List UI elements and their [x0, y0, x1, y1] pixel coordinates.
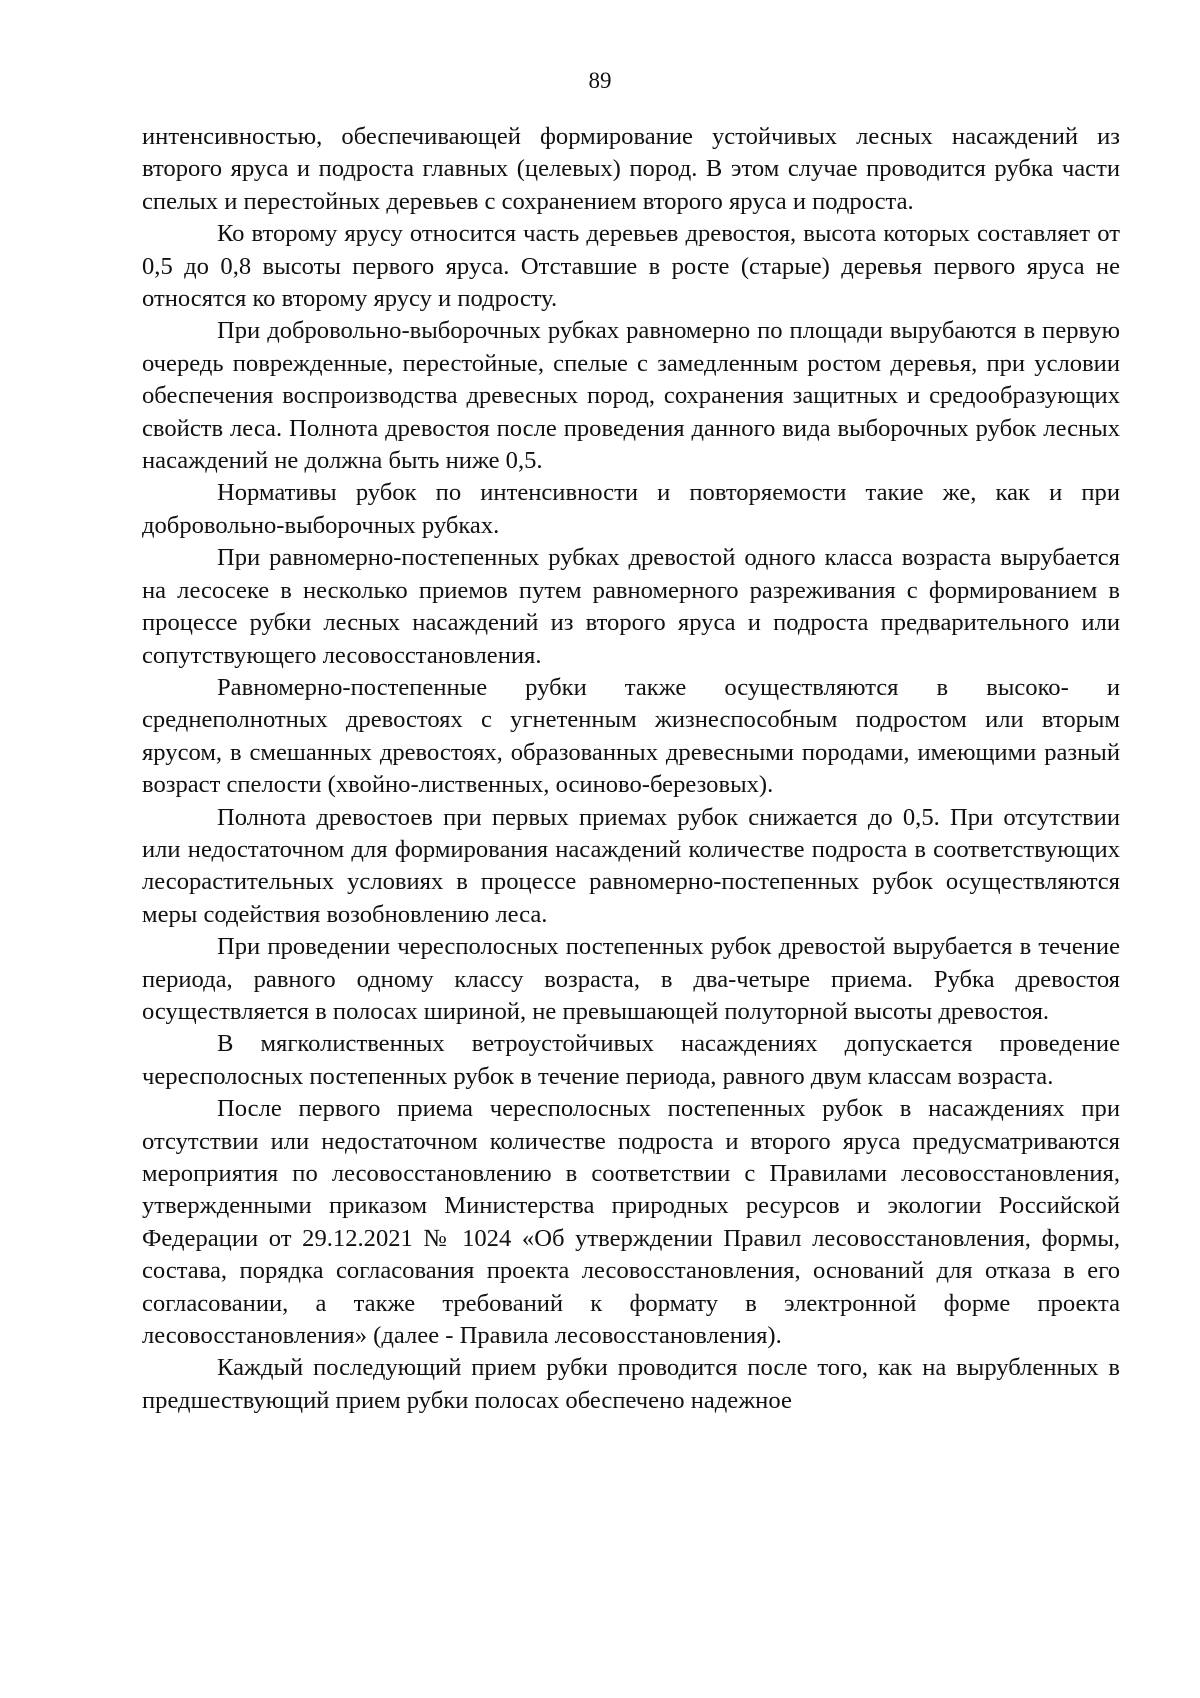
paragraph-softwood: В мягколиственных ветроустойчивых насаждениях допускается проведение чересполосных постепенных рубок в течение периода, равного двум классам возраста.	[142, 1030, 1120, 1090]
paragraph-uniform-gradual-also: Равномерно-постепенные рубки также осуществляются в высоко- и среднеполнотных древостоях с угнетенным жизнеспособным подростом или вторым ярусом, в смешанных древостоях, образованных древесными породами, имеющими разный возраст спелости (хвойно-лиственных, осиново-березовых).	[142, 673, 1120, 799]
page-number: 89	[588, 68, 612, 93]
paragraph-strip-cutting: При проведении чересполосных постепенных рубок древостой вырубается в течение периода, равного одному классу возраста, в два-четыре приема. Рубка древостоя осуществляется в полосах шириной, не превышающей полуторной высоты древостоя.	[142, 933, 1120, 1025]
paragraph-after-first-cut: После первого приема чересполосных постепенных рубок в насаждениях при отсутствии или недостаточном количестве подроста и второго яруса предусматриваются мероприятия по лесовосстановлению в соответствии с Правилами лесовосстановления, утвержденными приказом Министерства природных ресурсов и экологии Российской Федерации от 29.12.2021 № 1024 «Об утверждении Правил лесовосстановления, формы, состава, порядка согласования проекта лесовосстановления, оснований для отказа в его согласовании, а также требований к формату в электронной форме проекта лесовосстановления» (далее - Правила лесовосстановления).	[142, 1095, 1120, 1350]
paragraph-density: Полнота древостоев при первых приемах рубок снижается до 0,5. При отсутствии или недостаточном для формирования насаждений количестве подроста в соответствующих лесорастительных условиях в процессе равномерно-постепенных рубок осуществляются меры содействия возобновлению леса.	[142, 803, 1120, 928]
paragraph-norms: Нормативы рубок по интенсивности и повторяемости такие же, как и при добровольно-выборочных рубках.	[142, 479, 1120, 539]
paragraph-uniform-gradual: При равномерно-постепенных рубках древостой одного класса возраста вырубается на лесосеке в несколько приемов путем равномерного разреживания с формированием в процессе рубки лесных насаждений из второго яруса и подроста предварительного или сопутствующего лесовосстановления.	[142, 544, 1120, 669]
paragraph-continuation: интенсивностью, обеспечивающей формирование устойчивых лесных насаждений из второго яруса и подроста главных (целевых) пород. В этом случае проводится рубка части спелых и перестойных деревьев с сохранением второго яруса и подроста.	[142, 123, 1120, 215]
paragraph-second-tier: Ко второму ярусу относится часть деревьев древостоя, высота которых составляет от 0,5 до 0,8 высоты первого яруса. Отставшие в росте (старые) деревья первого яруса не относятся ко второму ярусу и подросту.	[142, 220, 1120, 313]
paragraph-voluntary-selective: При добровольно-выборочных рубках равномерно по площади вырубаются в первую очередь поврежденные, перестойные, спелые с замедленным ростом деревья, при условии обеспечения воспроизводства древесных пород, сохранения защитных и средообразующих свойств леса. Полнота древостоя после проведения данного вида выборочных рубок лесных насаждений не должна быть ниже 0,5.	[142, 317, 1120, 475]
document-body	[142, 121, 1120, 1417]
paragraph-each-subsequent: Каждый последующий прием рубки проводится после того, как на вырубленных в предшествующий прием рубки полосах обеспечено надежное	[142, 1354, 1120, 1414]
